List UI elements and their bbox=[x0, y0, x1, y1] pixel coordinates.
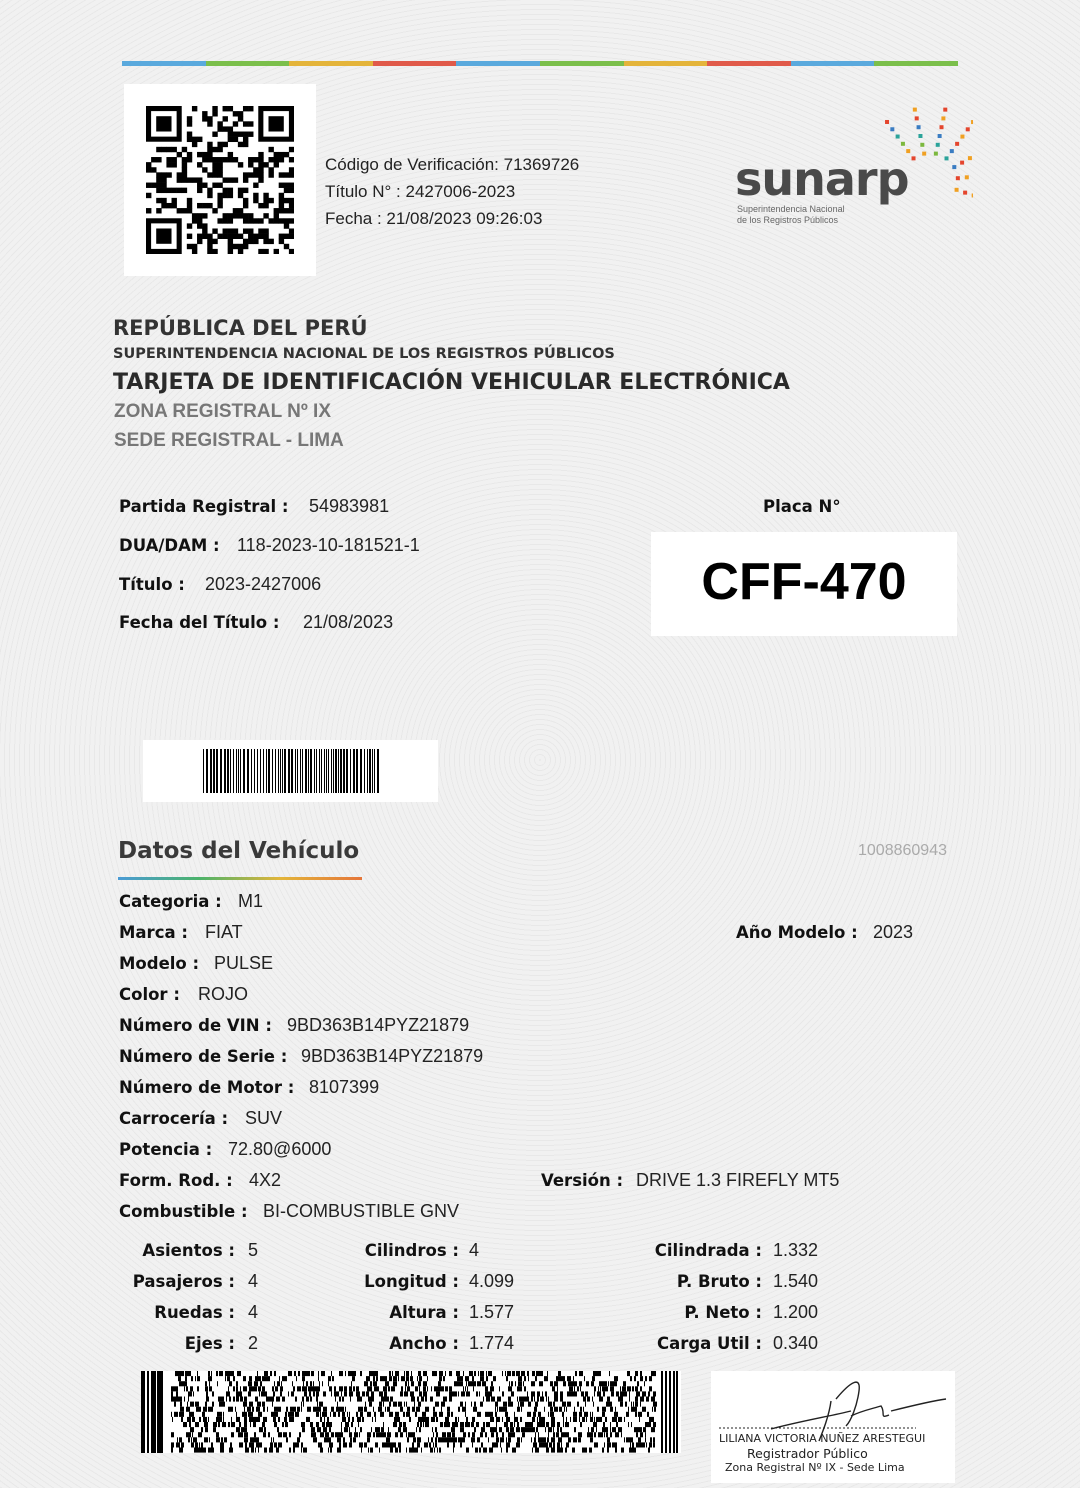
p-bruto-value: 1.540 bbox=[773, 1271, 819, 1291]
signer-zone: Zona Registral Nº IX - Sede Lima bbox=[725, 1461, 905, 1474]
color-value: ROJO bbox=[198, 984, 249, 1004]
altura-label: Altura : bbox=[389, 1303, 459, 1322]
header-republic: REPÚBLICA DEL PERÚ bbox=[113, 316, 368, 340]
plate-number: CFF-470 bbox=[701, 553, 907, 611]
ancho-label: Ancho : bbox=[389, 1334, 459, 1353]
logo-subtitle-line2: de los Registros Públicos bbox=[737, 215, 839, 225]
p-neto-value: 1.200 bbox=[773, 1302, 819, 1322]
ruedas-value: 4 bbox=[248, 1302, 259, 1322]
serie-value: 9BD363B14PYZ21879 bbox=[301, 1046, 484, 1066]
top-color-stripe bbox=[122, 61, 958, 66]
dua-label: DUA/DAM : bbox=[119, 536, 220, 555]
logo-wordmark: sunarp bbox=[735, 152, 909, 206]
asientos-label: Asientos : bbox=[142, 1241, 235, 1260]
cilindrada-value: 1.332 bbox=[773, 1240, 819, 1260]
fecha-titulo-value: 21/08/2023 bbox=[303, 612, 394, 632]
form-rod-value: 4X2 bbox=[249, 1170, 282, 1190]
vin-label: Número de VIN : bbox=[119, 1016, 272, 1035]
barcode bbox=[143, 740, 438, 802]
categoria-label: Categoria : bbox=[119, 892, 222, 911]
serie-label: Número de Serie : bbox=[119, 1047, 288, 1066]
logo-subtitle-line1: Superintendencia Nacional bbox=[737, 204, 845, 214]
signer-name: LILIANA VICTORIA NUÑEZ ARESTEGUI bbox=[719, 1432, 926, 1445]
motor-value: 8107399 bbox=[309, 1077, 380, 1097]
ancho-value: 1.774 bbox=[469, 1333, 515, 1353]
document-title: TARJETA DE IDENTIFICACIÓN VEHICULAR ELECTRÓNICA bbox=[113, 370, 790, 395]
stripe-segment bbox=[206, 61, 290, 66]
ejes-label: Ejes : bbox=[184, 1334, 235, 1353]
carga-util-label: Carga Util : bbox=[656, 1334, 762, 1353]
signature-block bbox=[711, 1371, 955, 1483]
stripe-segment bbox=[540, 61, 624, 66]
pdf417-barcode bbox=[141, 1371, 681, 1453]
categoria-value: M1 bbox=[238, 891, 264, 911]
plate-label: Placa N° bbox=[763, 497, 841, 516]
section-underline bbox=[118, 877, 362, 880]
anio-modelo-value: 2023 bbox=[873, 922, 914, 942]
stripe-segment bbox=[707, 61, 791, 66]
stripe-segment bbox=[456, 61, 540, 66]
dua-value: 118-2023-10-181521-1 bbox=[237, 535, 420, 555]
color-label: Color : bbox=[119, 985, 180, 1004]
version-label: Versión : bbox=[541, 1171, 624, 1190]
anio-modelo-label: Año Modelo : bbox=[736, 923, 858, 942]
stripe-segment bbox=[791, 61, 875, 66]
combustible-value: BI-COMBUSTIBLE GNV bbox=[263, 1201, 460, 1221]
document-number: 1008860943 bbox=[858, 842, 947, 859]
cilindrada-label: Cilindrada : bbox=[654, 1241, 762, 1260]
potencia-value: 72.80@6000 bbox=[228, 1139, 332, 1159]
combustible-label: Combustible : bbox=[119, 1202, 248, 1221]
partida-label: Partida Registral : bbox=[119, 497, 289, 516]
barcode-graphic bbox=[203, 749, 381, 793]
header-superintendencia: SUPERINTENDENCIA NACIONAL DE LOS REGISTROS PÚBLICOS bbox=[113, 346, 615, 362]
verification-date: Fecha : 21/08/2023 09:26:03 bbox=[325, 209, 543, 228]
pasajeros-label: Pasajeros : bbox=[132, 1272, 235, 1291]
stripe-segment bbox=[874, 61, 958, 66]
stripe-segment bbox=[373, 61, 457, 66]
titulo-value: 2023-2427006 bbox=[205, 574, 322, 594]
pasajeros-value: 4 bbox=[248, 1271, 259, 1291]
cilindros-label: Cilindros : bbox=[364, 1241, 459, 1260]
header-zone: ZONA REGISTRAL Nº IX bbox=[114, 401, 332, 422]
marca-label: Marca : bbox=[119, 923, 188, 942]
plate-box bbox=[651, 532, 957, 636]
carroceria-label: Carrocería : bbox=[119, 1109, 229, 1128]
potencia-label: Potencia : bbox=[119, 1140, 213, 1159]
motor-label: Número de Motor : bbox=[119, 1078, 295, 1097]
modelo-label: Modelo : bbox=[119, 954, 200, 973]
sunarp-logo bbox=[733, 104, 973, 244]
marca-value: FIAT bbox=[205, 922, 243, 942]
p-neto-label: P. Neto : bbox=[684, 1303, 762, 1322]
ruedas-label: Ruedas : bbox=[154, 1303, 235, 1322]
longitud-label: Longitud : bbox=[364, 1272, 459, 1291]
logo-subtitle bbox=[737, 204, 845, 226]
stripe-segment bbox=[122, 61, 206, 66]
stripe-segment bbox=[624, 61, 708, 66]
form-rod-label: Form. Rod. : bbox=[119, 1171, 233, 1190]
titulo-label: Título : bbox=[119, 575, 185, 594]
modelo-value: PULSE bbox=[214, 953, 274, 973]
vin-value: 9BD363B14PYZ21879 bbox=[287, 1015, 470, 1035]
qr-code-graphic bbox=[146, 106, 294, 254]
p-bruto-label: P. Bruto : bbox=[676, 1272, 762, 1291]
header-sede: SEDE REGISTRAL - LIMA bbox=[114, 430, 344, 451]
qr-code bbox=[124, 84, 316, 276]
carga-util-value: 0.340 bbox=[773, 1333, 819, 1353]
verification-code: Código de Verificación: 71369726 bbox=[325, 155, 580, 174]
fecha-titulo-label: Fecha del Título : bbox=[119, 613, 280, 632]
version-value: DRIVE 1.3 FIREFLY MT5 bbox=[636, 1170, 840, 1190]
asientos-value: 5 bbox=[248, 1240, 259, 1260]
ejes-value: 2 bbox=[248, 1333, 259, 1353]
longitud-value: 4.099 bbox=[469, 1271, 515, 1291]
stripe-segment bbox=[289, 61, 373, 66]
signer-role: Registrador Público bbox=[747, 1446, 868, 1461]
verification-title: Título N° : 2427006-2023 bbox=[325, 182, 516, 201]
altura-value: 1.577 bbox=[469, 1302, 515, 1322]
partida-value: 54983981 bbox=[309, 496, 390, 516]
cilindros-value: 4 bbox=[469, 1240, 480, 1260]
vehicle-section-title: Datos del Vehículo bbox=[118, 838, 360, 864]
carroceria-value: SUV bbox=[245, 1108, 283, 1128]
